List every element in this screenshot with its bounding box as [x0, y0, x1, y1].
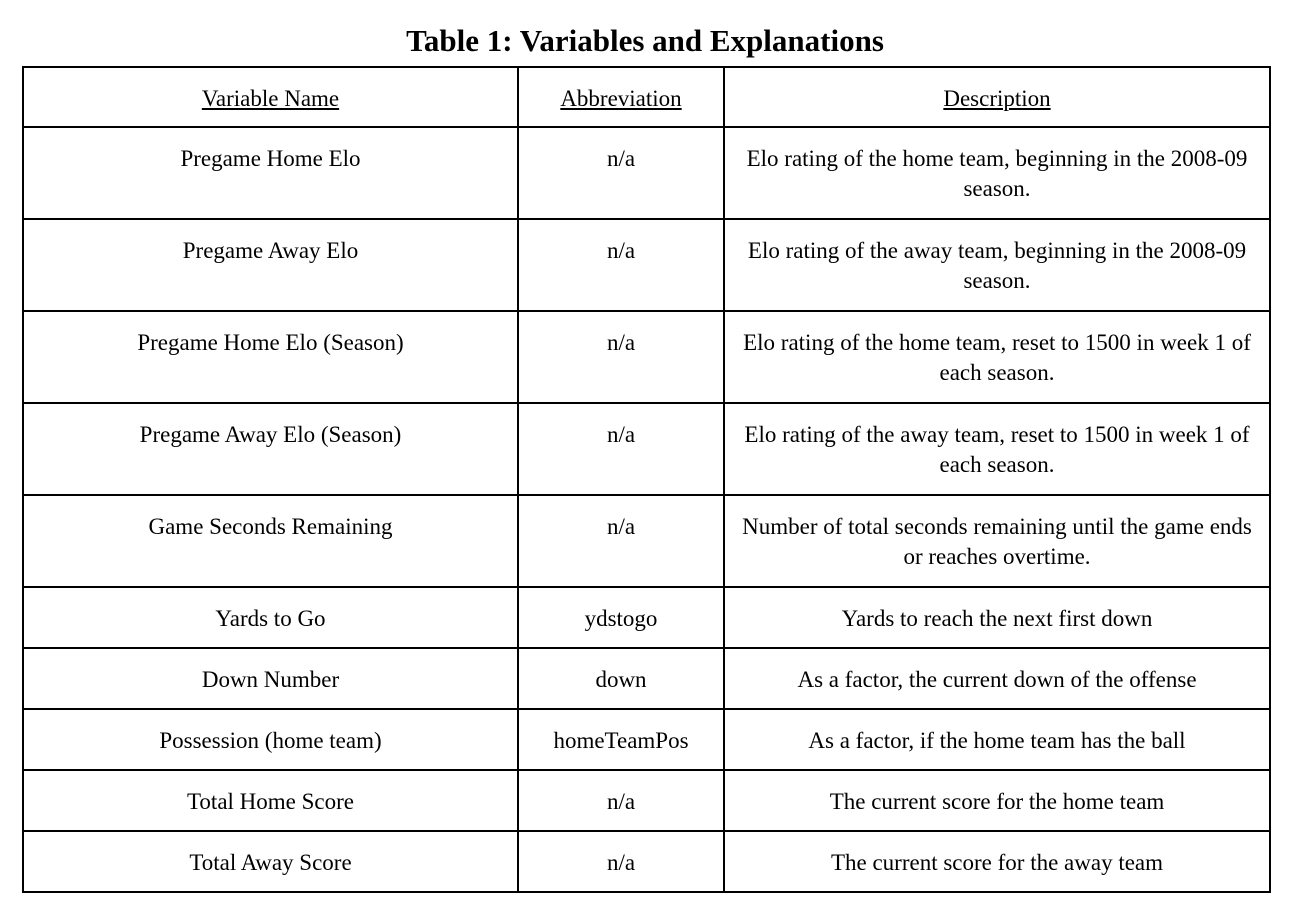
- description-cell: Elo rating of the home team, reset to 1500 in week 1 of each season.: [724, 311, 1270, 403]
- abbreviation-cell: n/a: [518, 219, 724, 311]
- variable-name-cell: Pregame Away Elo: [23, 219, 518, 311]
- variables-table: [22, 66, 1271, 893]
- table-row: [23, 709, 1270, 770]
- table-row: [23, 831, 1270, 892]
- table-row: [23, 403, 1270, 495]
- table-title: Table 1: Variables and Explanations: [406, 23, 884, 58]
- variable-name-cell: Pregame Home Elo (Season): [23, 311, 518, 403]
- table-row: [23, 219, 1270, 311]
- variable-name-cell: Total Home Score: [23, 770, 518, 831]
- abbreviation-cell: homeTeamPos: [518, 709, 724, 770]
- variable-name-cell: Total Away Score: [23, 831, 518, 892]
- variable-name-cell: Pregame Home Elo: [23, 127, 518, 219]
- description-cell: Elo rating of the away team, reset to 1500 in week 1 of each season.: [724, 403, 1270, 495]
- description-cell: As a factor, if the home team has the ball: [724, 709, 1270, 770]
- description-cell: The current score for the home team: [724, 770, 1270, 831]
- description-cell: As a factor, the current down of the offense: [724, 648, 1270, 709]
- table-row: [23, 495, 1270, 587]
- table-row: [23, 311, 1270, 403]
- abbreviation-cell: ydstogo: [518, 587, 724, 648]
- description-cell: Yards to reach the next first down: [724, 587, 1270, 648]
- table-row: [23, 770, 1270, 831]
- variable-name-cell: Down Number: [23, 648, 518, 709]
- variable-name-cell: Game Seconds Remaining: [23, 495, 518, 587]
- abbreviation-cell: n/a: [518, 831, 724, 892]
- column-header-abbreviation: Abbreviation: [518, 67, 724, 127]
- abbreviation-cell: n/a: [518, 495, 724, 587]
- column-header-variable-name: Variable Name: [23, 67, 518, 127]
- table-header-row: [23, 67, 1270, 127]
- table-row: [23, 127, 1270, 219]
- variable-name-cell: Possession (home team): [23, 709, 518, 770]
- description-cell: The current score for the away team: [724, 831, 1270, 892]
- description-cell: Elo rating of the home team, beginning in the 2008-09 season.: [724, 127, 1270, 219]
- abbreviation-cell: n/a: [518, 770, 724, 831]
- abbreviation-cell: down: [518, 648, 724, 709]
- table-row: [23, 587, 1270, 648]
- description-cell: Elo rating of the away team, beginning in the 2008-09 season.: [724, 219, 1270, 311]
- abbreviation-cell: n/a: [518, 311, 724, 403]
- abbreviation-cell: n/a: [518, 127, 724, 219]
- table-row: [23, 648, 1270, 709]
- description-cell: Number of total seconds remaining until the game ends or reaches overtime.: [724, 495, 1270, 587]
- variable-name-cell: Pregame Away Elo (Season): [23, 403, 518, 495]
- abbreviation-cell: n/a: [518, 403, 724, 495]
- variable-name-cell: Yards to Go: [23, 587, 518, 648]
- column-header-description: Description: [724, 67, 1270, 127]
